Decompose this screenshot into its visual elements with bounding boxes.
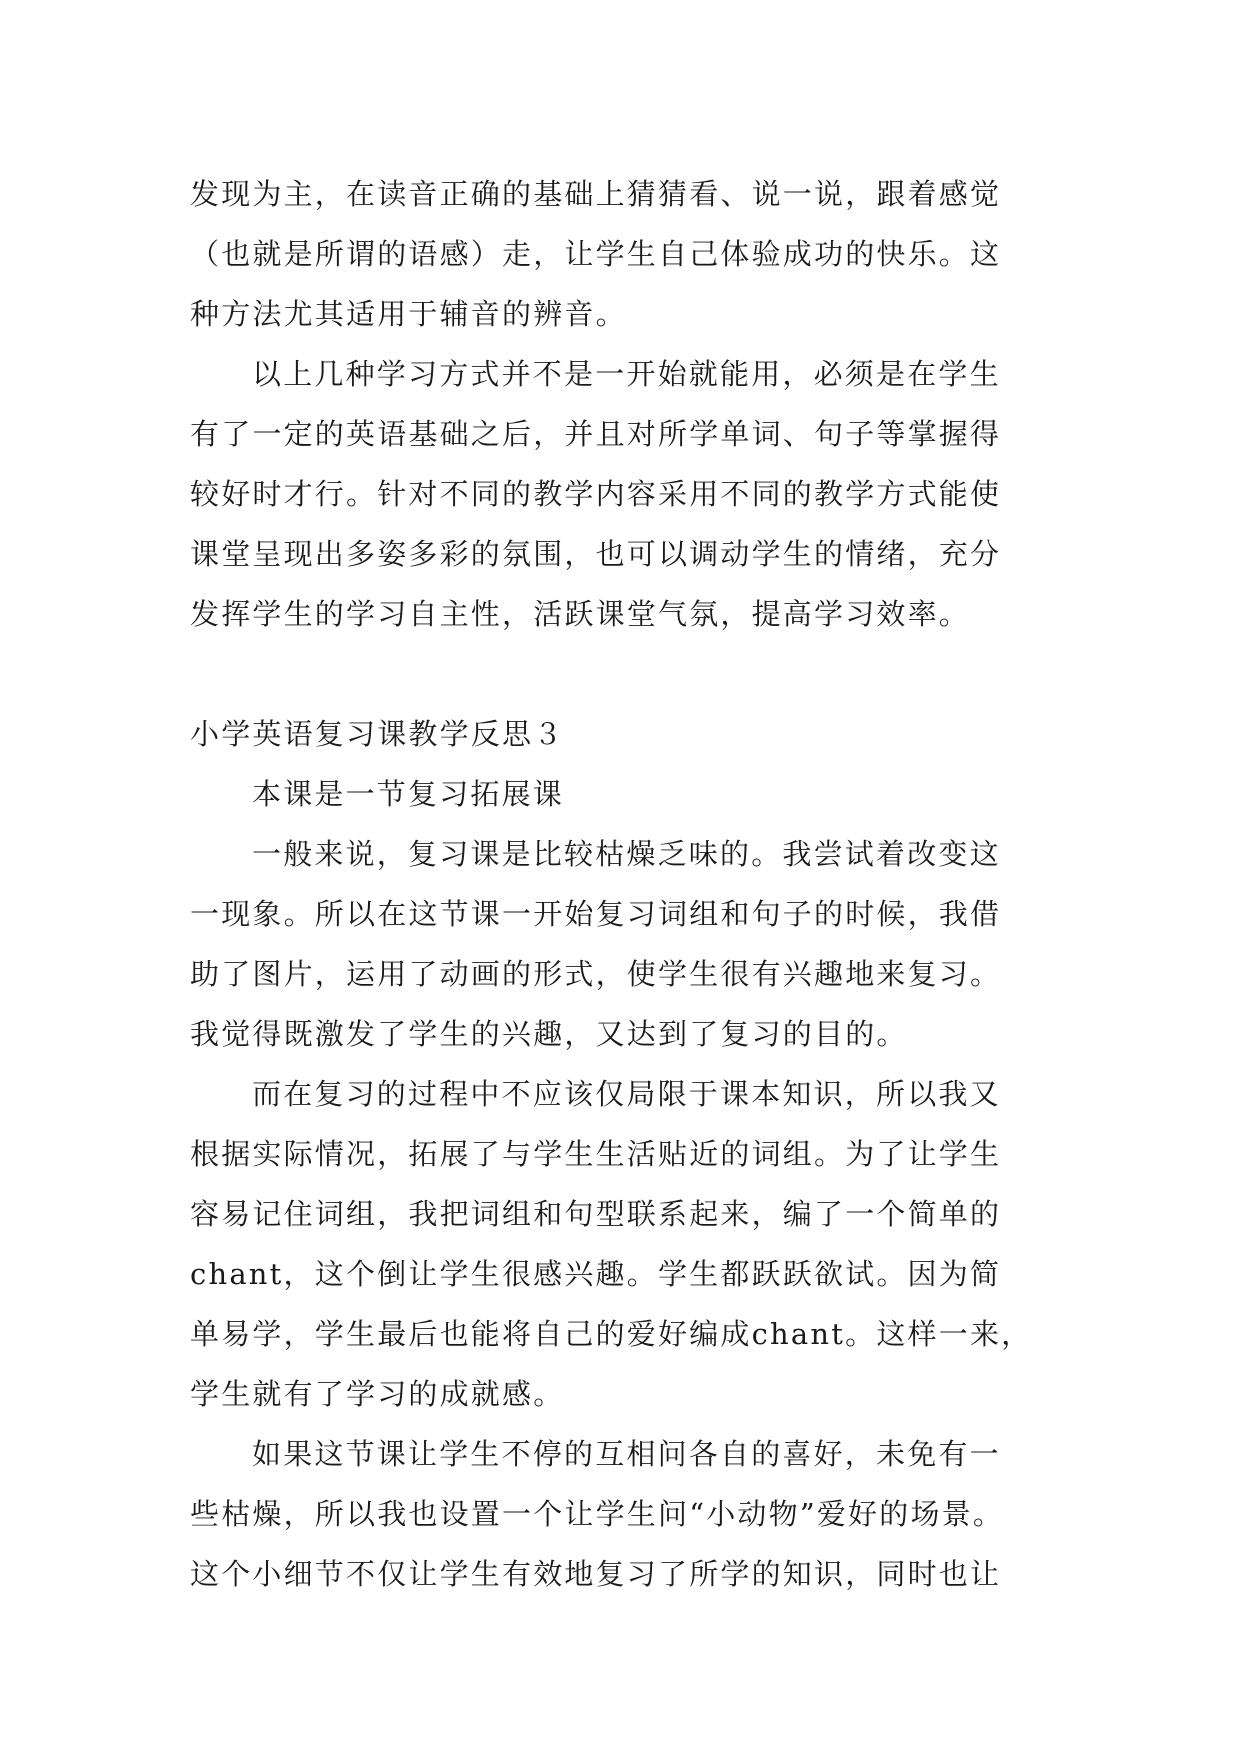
- paragraph-line: 有了一定的英语基础之后，并且对所学单词、句子等掌握得: [190, 417, 1002, 451]
- paragraph-line: 根据实际情况，拓展了与学生生活贴近的词组。为了让学生: [190, 1137, 1002, 1171]
- paragraph-line: 单易学，学生最后也能将自己的爱好编成chant。这样一来，: [190, 1317, 1033, 1351]
- paragraph-line: 发现为主，在读音正确的基础上猜猜看、说一说，跟着感觉: [190, 177, 1002, 211]
- paragraph-line: 学生就有了学习的成就感。: [190, 1377, 565, 1411]
- paragraph-line: 容易记住词组，我把词组和句型联系起来，编了一个简单的: [190, 1197, 1002, 1231]
- paragraph-line: 以上几种学习方式并不是一开始就能用，必须是在学生: [252, 357, 1001, 391]
- paragraph-line: 我觉得既激发了学生的兴趣，又达到了复习的目的。: [190, 1017, 908, 1051]
- paragraph-line: 发挥学生的学习自主性，活跃课堂气氛，提高学习效率。: [190, 597, 971, 631]
- paragraph-line: 较好时才行。针对不同的教学内容采用不同的教学方式能使: [190, 477, 1002, 511]
- paragraph-line: 助了图片，运用了动画的形式，使学生很有兴趣地来复习。: [190, 957, 1002, 991]
- paragraph-line: 如果这节课让学生不停的互相问各自的喜好，未免有一: [252, 1437, 1001, 1471]
- paragraph-line: 一现象。所以在这节课一开始复习词组和句子的时候，我借: [190, 897, 1002, 931]
- section-spacer: [190, 644, 1050, 704]
- paragraph-line: 种方法尤其适用于辅音的辨音。: [190, 297, 627, 331]
- paragraph-line: 而在复习的过程中不应该仅局限于课本知识，所以我又: [252, 1077, 1001, 1111]
- document-body: [190, 164, 1050, 1604]
- paragraph-line: 课堂呈现出多姿多彩的氛围，也可以调动学生的情绪，充分: [190, 537, 1002, 571]
- paragraph-line: chant，这个倒让学生很感兴趣。学生都跃跃欲试。因为简: [190, 1257, 1002, 1291]
- section-subtitle: 本课是一节复习拓展课: [252, 777, 565, 811]
- section-title: 小学英语复习课教学反思３: [190, 717, 565, 751]
- paragraph-line: （也就是所谓的语感）走，让学生自己体验成功的快乐。这: [190, 237, 1002, 271]
- paragraph-line: 这个小细节不仅让学生有效地复习了所学的知识，同时也让: [190, 1557, 1002, 1591]
- paragraph-line: 些枯燥，所以我也设置一个让学生问“小动物”爱好的场景。: [190, 1497, 1005, 1531]
- paragraph-line: 一般来说，复习课是比较枯燥乏味的。我尝试着改变这: [252, 837, 1001, 871]
